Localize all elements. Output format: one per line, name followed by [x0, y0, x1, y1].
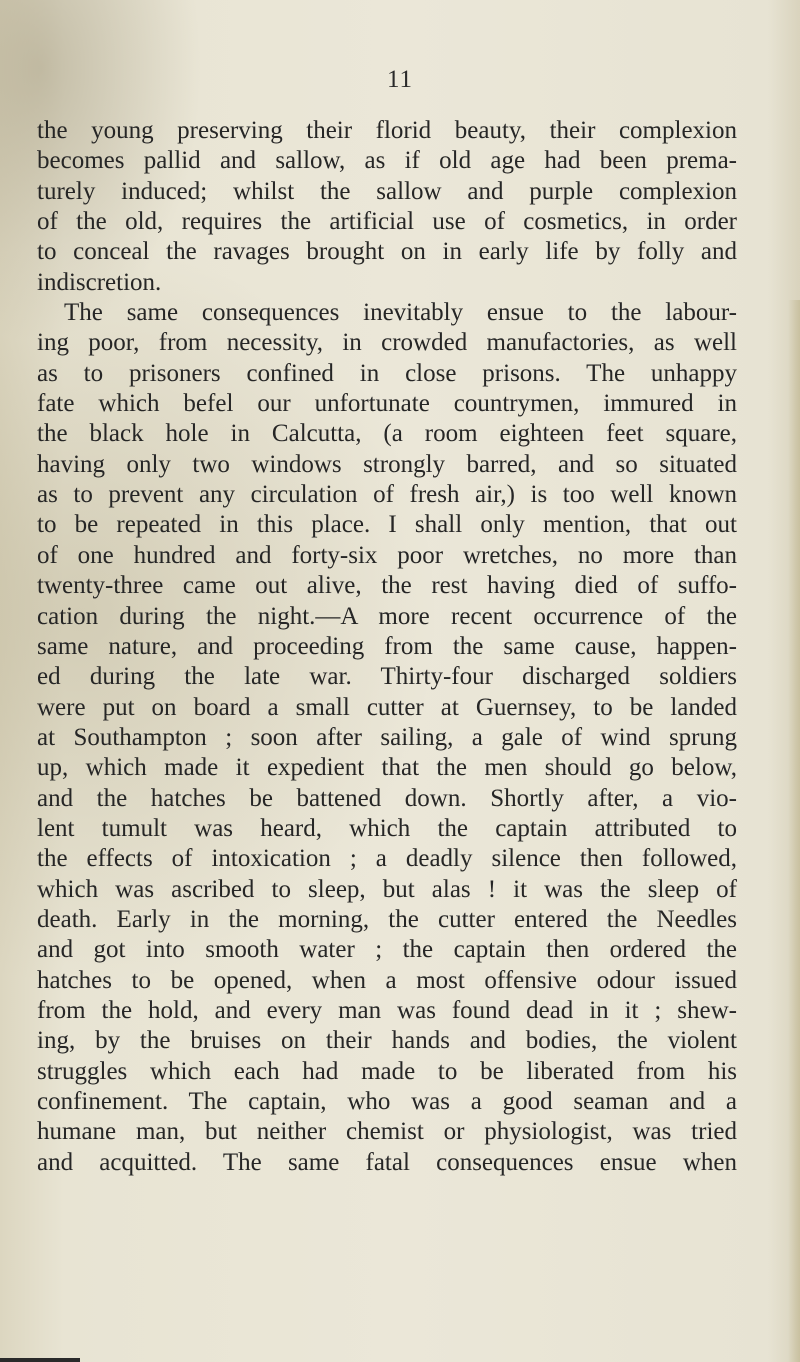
text-line: which was ascribed to sleep, but alas ! it was the sleep of [37, 875, 737, 903]
text-line: were put on board a small cutter at Guernsey, to be landed [37, 693, 737, 721]
text-line: turely induced; whilst the sallow and purple complexion [37, 177, 737, 205]
page-edge-shadow [788, 300, 800, 1362]
text-line: becomes pallid and sallow, as if old age had been prema- [37, 147, 737, 175]
text-line: up, which made it expedient that the men should go below, [37, 754, 737, 782]
text-line: hatches to be opened, when a most offensive odour issued [37, 966, 737, 994]
text-line: humane man, but neither chemist or physiologist, was tried [37, 1118, 737, 1146]
text-line: ing, by the bruises on their hands and bodies, the violent [37, 1027, 737, 1055]
text-line: twenty-three came out alive, the rest having died of suffo- [37, 572, 737, 600]
text-line: to be repeated in this place. I shall only mention, that out [37, 511, 737, 539]
text-line: having only two windows strongly barred, and so situated [37, 450, 737, 478]
body-text [37, 116, 737, 1178]
text-line: of one hundred and forty-six poor wretches, no more than [37, 541, 737, 569]
text-line: indiscretion. [37, 268, 162, 296]
page-number: 11 [386, 66, 414, 93]
text-line: and acquitted. The same fatal consequences ensue when [37, 1148, 737, 1176]
text-line: death. Early in the morning, the cutter entered the Needles [37, 905, 737, 933]
text-line: to conceal the ravages brought on in early life by folly and [37, 238, 737, 266]
text-line: the black hole in Calcutta, (a room eighteen feet square, [37, 420, 737, 448]
text-line: and the hatches be battened down. Shortly after, a vio- [37, 784, 737, 812]
text-line: the young preserving their florid beauty, their complexion [37, 117, 737, 144]
text-line: The same consequences inevitably ensue to the labour- [64, 299, 737, 327]
page-edge-mark [0, 1358, 80, 1362]
text-line: lent tumult was heard, which the captain attributed to [37, 814, 737, 842]
text-line: from the hold, and every man was found dead in it ; shew- [37, 996, 737, 1024]
text-line: fate which befel our unfortunate countrymen, immured in [37, 390, 737, 418]
text-line: the effects of intoxication ; a deadly silence then followed, [37, 845, 737, 873]
text-line: confinement. The captain, who was a good seaman and a [37, 1088, 737, 1115]
text-line: same nature, and proceeding from the same cause, happen- [37, 632, 737, 660]
text-line: struggles which each had made to be liberated from his [37, 1057, 737, 1085]
text-line: as to prevent any circulation of fresh air,) is too well known [37, 481, 737, 509]
text-line: cation during the night.—A more recent occurrence of the [37, 602, 737, 630]
text-line: and got into smooth water ; the captain then ordered the [37, 936, 737, 964]
text-line: as to prisoners confined in close prisons. The unhappy [37, 359, 737, 387]
text-line: of the old, requires the artificial use of cosmetics, in order [37, 208, 737, 236]
text-line: at Southampton ; soon after sailing, a gale of wind sprung [37, 723, 737, 751]
text-line: ed during the late war. Thirty-four discharged soldiers [37, 663, 737, 691]
text-line: ing poor, from necessity, in crowded manufactories, as well [37, 329, 737, 357]
